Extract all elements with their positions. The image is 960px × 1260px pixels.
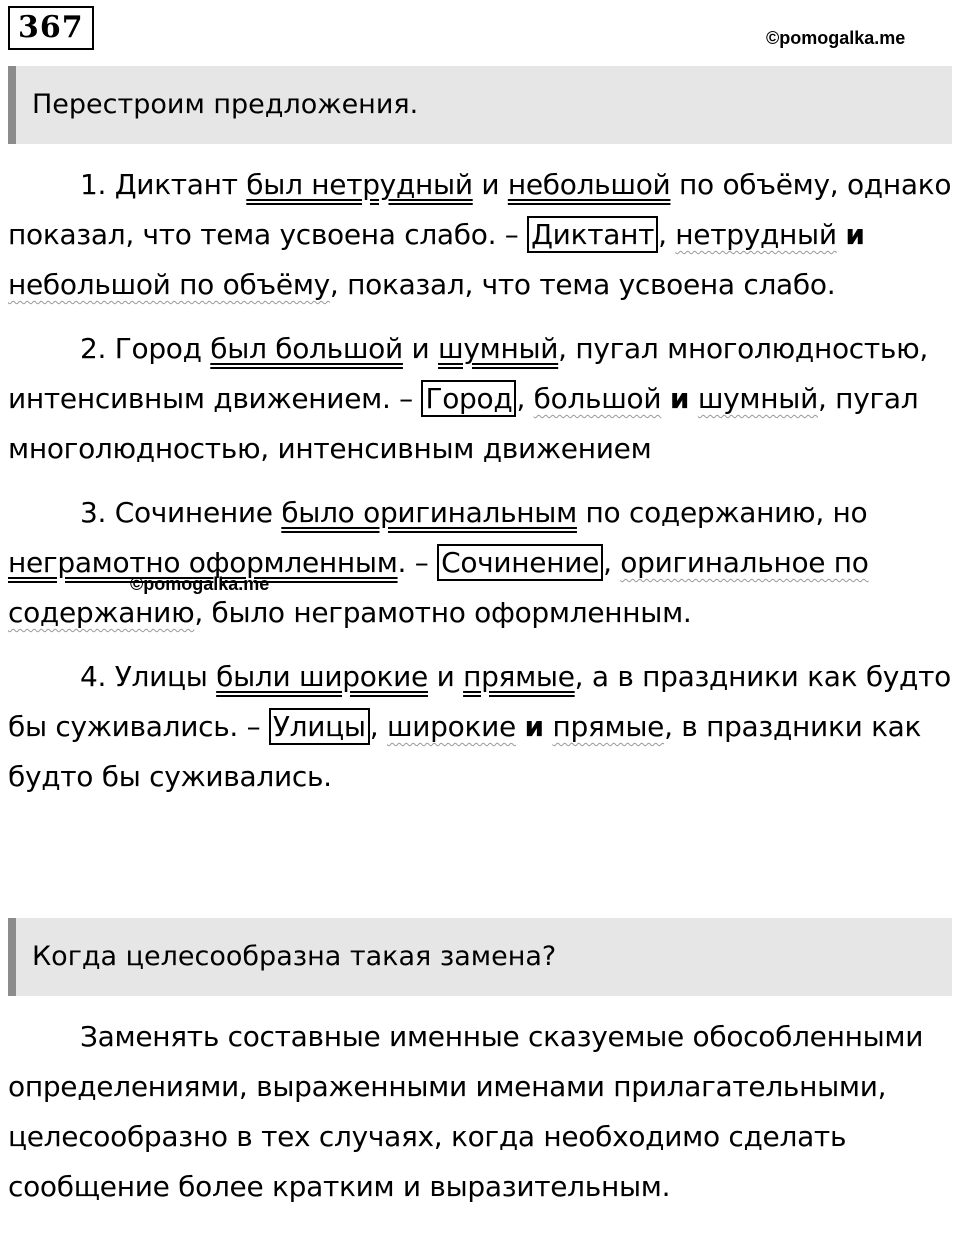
text-fragment: и: [427, 660, 464, 693]
text-fragment: 4. Улицы: [80, 660, 217, 693]
attribute-1: нетрудный: [675, 218, 837, 251]
section-heading-text: Когда целесообразна такая замена?: [32, 941, 557, 972]
example-4: [8, 652, 952, 802]
text-fragment: ,: [369, 710, 387, 743]
answer-block: [8, 1012, 952, 1226]
text-fragment: по объёму, однако показал, что тема усвоена слабо. –: [8, 168, 952, 251]
examples-block: [8, 160, 952, 816]
watermark: ©pomogalka.me: [130, 574, 270, 594]
text-fragment: . –: [397, 546, 438, 579]
text-fragment: , пугал многолюдностью, интенсивным движением. –: [8, 332, 928, 415]
conjunction: и: [669, 382, 690, 415]
section-heading-question: [8, 918, 952, 996]
exercise-number: 367: [8, 6, 94, 50]
predicate-1: был большой: [210, 332, 403, 365]
text-fragment: 3. Сочинение: [80, 496, 282, 529]
subject-box: Сочинение: [437, 544, 603, 581]
text-fragment: 2. Город: [80, 332, 211, 365]
text-fragment: ,: [603, 546, 621, 579]
text-fragment: , а в праздники как будто бы суживались. –: [8, 660, 951, 743]
conjunction: и: [524, 710, 544, 743]
predicate-1: было оригинальным: [281, 496, 577, 529]
answer-paragraph: Заменять составные именные сказуемые обособленными определениями, выраженными именами прилагательными, целесообразно в тех случаях, когда необходимо сделать сообщение более кратким и выразительным.: [8, 1020, 924, 1203]
attribute-1: широкие: [386, 710, 516, 743]
watermark: ©pomogalka.me: [766, 28, 906, 48]
text-fragment: по содержанию, но: [576, 496, 868, 529]
subject-box: Диктант: [527, 216, 658, 253]
section-heading-rebuild: [8, 66, 952, 144]
text-fragment: 1. Диктант: [80, 168, 247, 201]
example-1: [8, 160, 952, 310]
predicate-2: небольшой: [507, 168, 671, 201]
text-fragment: , в праздники как будто бы суживались.: [8, 710, 922, 793]
predicate-2: прямые: [463, 660, 575, 693]
attribute-2: прямые: [552, 710, 665, 743]
text-fragment: , показал, что тема усвоена слабо.: [329, 268, 836, 301]
text-fragment: , пугал многолюдностью, интенсивным движением: [8, 382, 919, 465]
attribute-2: шумный: [697, 382, 818, 415]
example-3: [8, 488, 952, 638]
attribute-1: большой: [533, 382, 662, 415]
example-2: [8, 324, 952, 474]
text-fragment: ,: [516, 382, 534, 415]
text-fragment: , было неграмотно оформленным.: [194, 596, 692, 629]
predicate-1: был нетрудный: [246, 168, 473, 201]
attribute-1: оригинальное по содержанию: [8, 546, 869, 629]
attribute-2: небольшой по объёму: [8, 268, 330, 301]
predicate-2: неграмотно оформленным: [8, 546, 398, 579]
predicate-2: шумный: [438, 332, 559, 365]
conjunction: и: [845, 218, 865, 251]
section-heading-text: Перестроим предложения.: [32, 89, 419, 120]
text-fragment: и: [472, 168, 508, 201]
text-fragment: и: [402, 332, 439, 365]
text-fragment: ,: [658, 218, 676, 251]
predicate-1: были широкие: [216, 660, 428, 693]
subject-box: Город: [421, 380, 516, 417]
subject-box: Улицы: [269, 708, 370, 745]
